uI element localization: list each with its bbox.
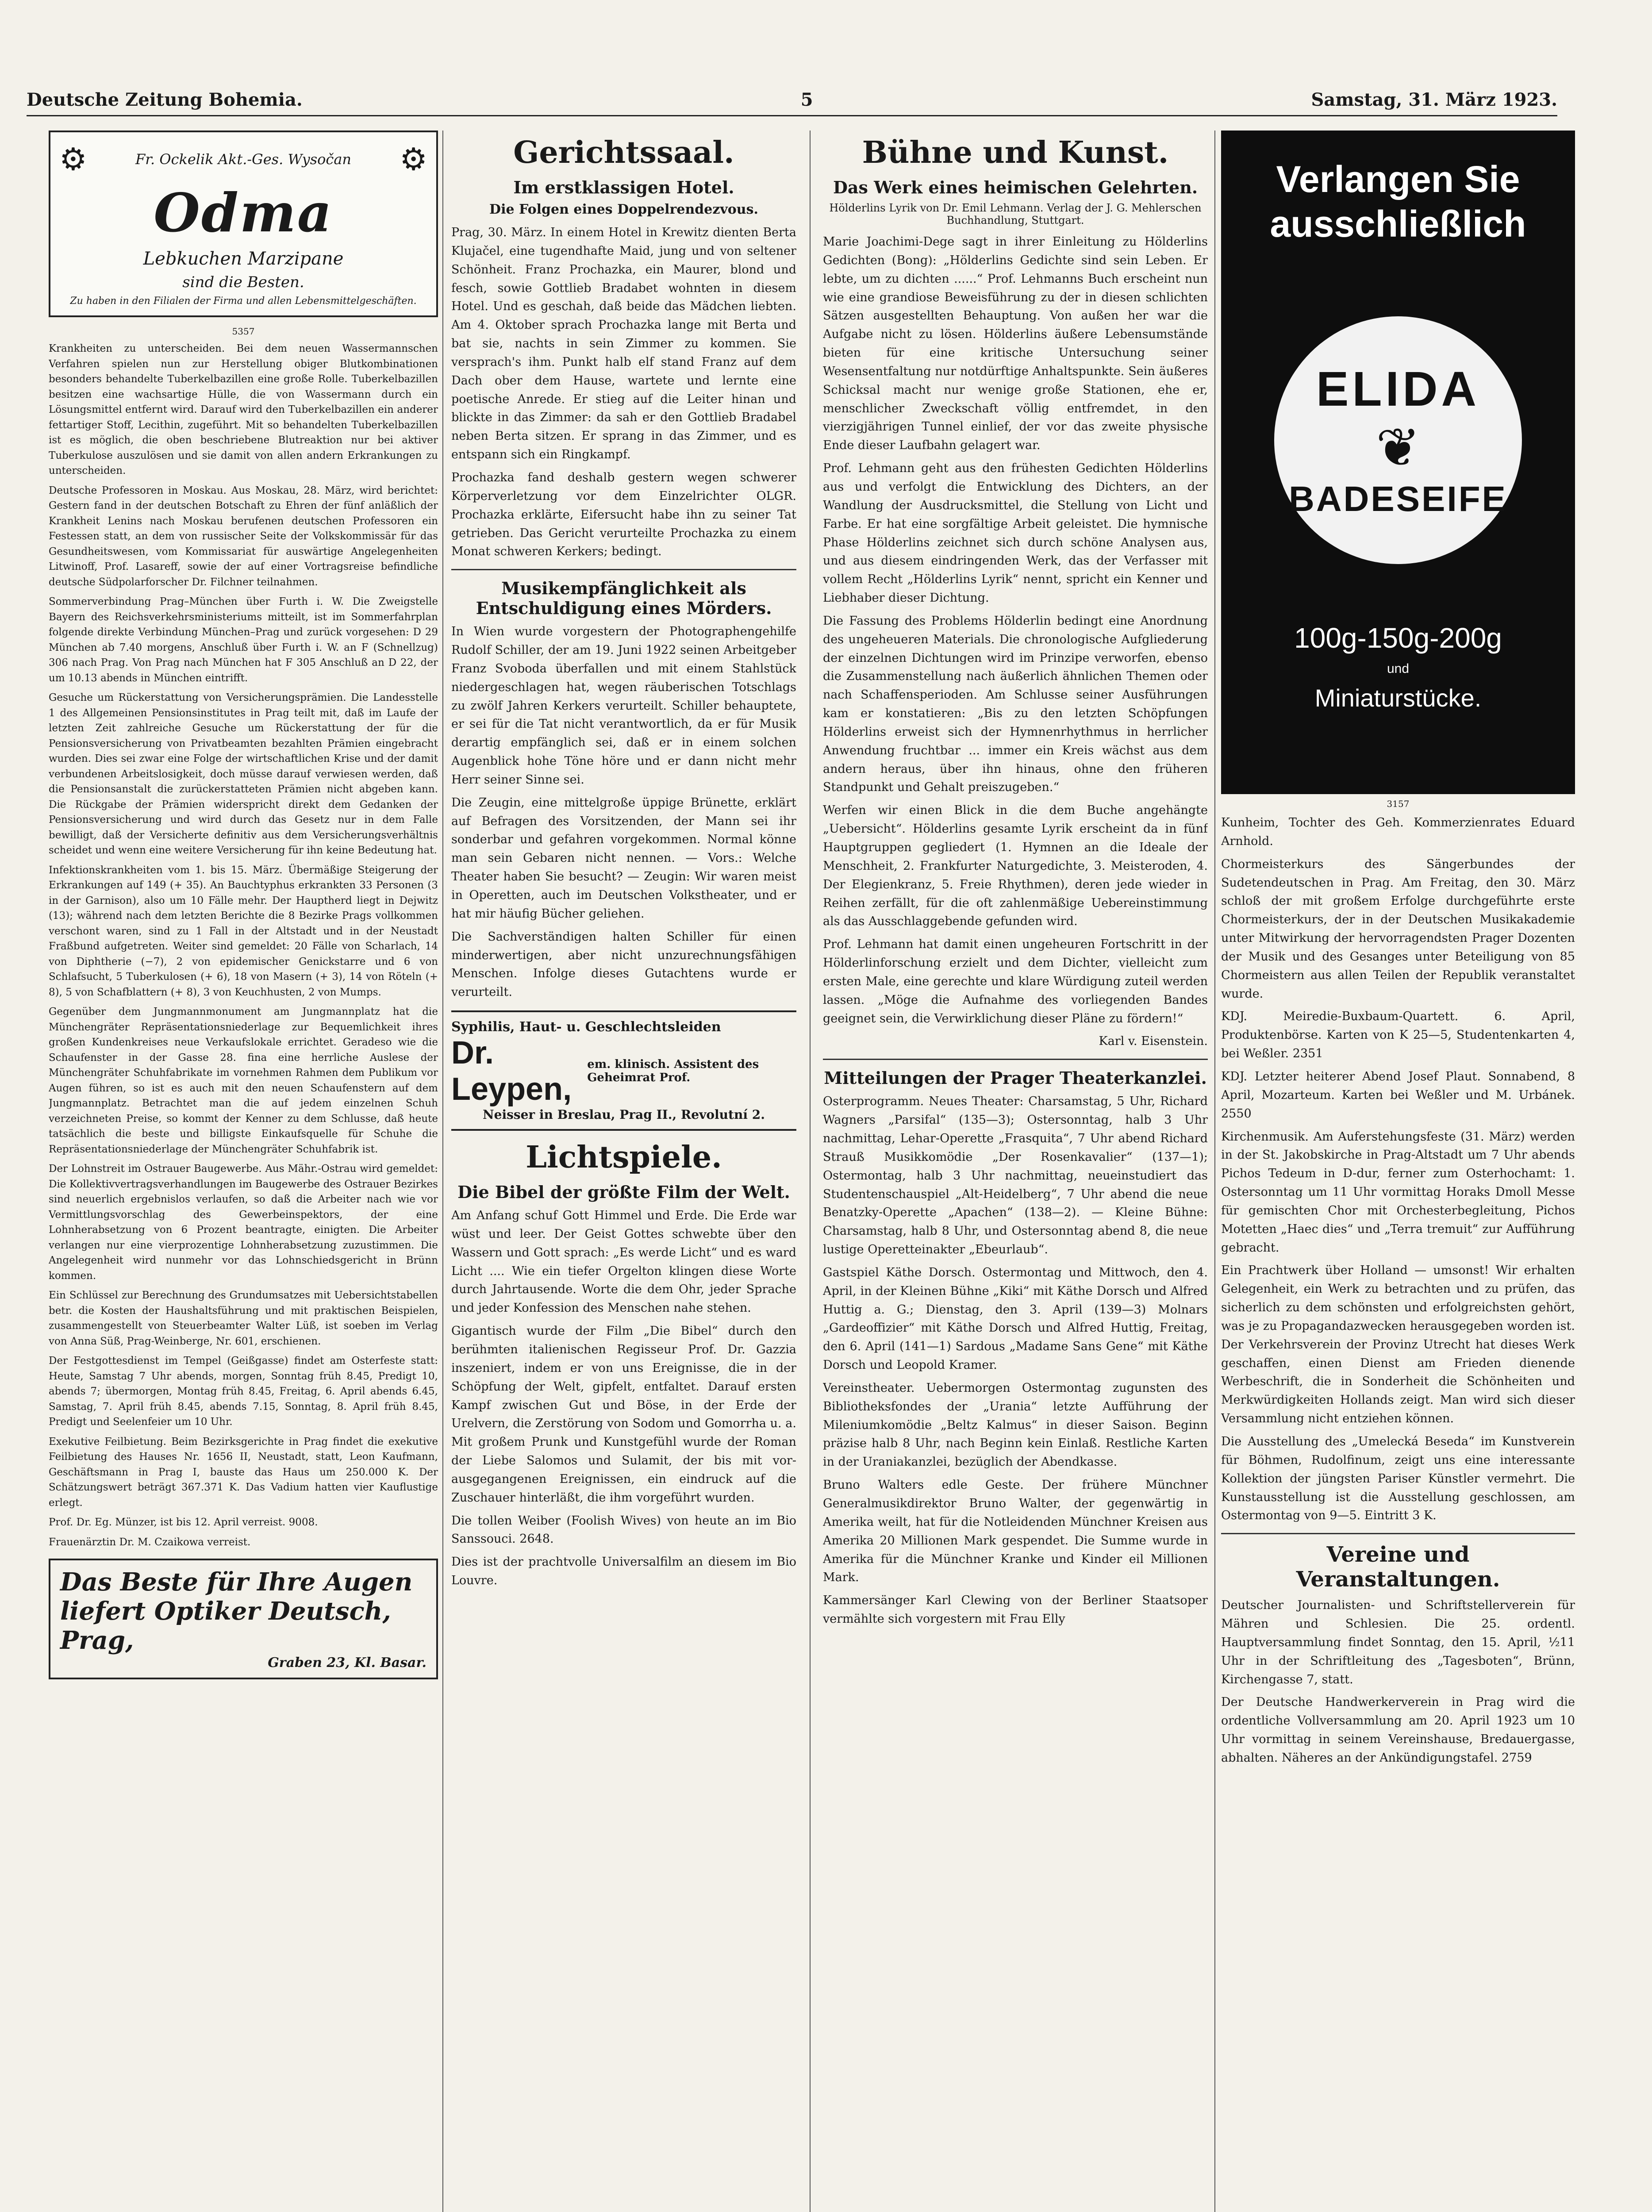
notice-paragraph xyxy=(451,1512,796,1549)
leypen-title: em. klinisch. Assistent des Geheimrat Prof. xyxy=(587,1058,759,1085)
notice-text: KDJ. Letzter heiterer Abend Josef Plaut. Sonnabend, 8 April, Mozarteum. Karten bei Weßler und M. Urbánek. xyxy=(1221,1069,1575,1102)
notice-paragraph xyxy=(1221,1068,1575,1123)
divider xyxy=(823,1059,1208,1060)
article-paragraph: In Wien wurde vorgestern der Photographengehilfe Rudolf Schiller, der am 19. Juni 1922 seinen Arbeitgeber Franz Svoboda überfallen und mit einem Stahlstück niedergeschlagen hat, wegen räuberischen Totschlags zu zwölf Jahren Kerkers verurteilt. Schiller behauptete, er sei für die Tat nicht verantwortlich, da er für Musik derartig empfänglich sei, daß er in einem solchen Augenblick hohe Töne höre und er dann nicht mehr Herr seiner Sinne sei. xyxy=(451,625,796,787)
article-paragraph: Sommerverbindung Prag–München über Furth i. W. Die Zweigstelle Bayern des Reichsverkehrsministeriums mitteilt, ist im Sommerfahrplan folgende direkte Verbindung München–Prag und zurück vorgesehen: D 29 München ab 7.40 morgens, Anschluß über Furth i. W. an F (Schnellzug) 306 nach Prag. Von Prag nach München hat F 305 Anschluß an D 22, der um 10.13 abends in München eintrifft. xyxy=(49,596,438,684)
article-paragraph: Marie Joachimi-Dege sagt in ihrer Einleitung zu Hölderlins Gedichten (Bong): „Hölderlins Gedichte sind sein Leben. Er lebte, um zu dichten ......“ Prof. Lehmanns Buch erscheint nun wie eine grandiose Beweisführung zu der in diesen schlichten Sätzen ausgestellten Behauptung. Von außen her war die Aufgabe nicht zu lösen. Hölderlins äußere Lebensumstände bieten für eine kritische Untersuchung seiner Wesensentfaltung nur notdürftige Anhaltspunkte. Sein äußeres Schicksal macht nur wenige große Stationen, ehe er, menschlicher Zweckschaft völlig entfremdet, in den vierzigjährigen Tunnel einlief, der vor das zweite physische Ende dieser Laufbahn gelagert war. xyxy=(823,235,1208,453)
article-paragraph: Prag, 30. März. In einem Hotel in Krewitz dienten Berta Klujačel, eine tugendhafte Maid, jung und von seltener Schönheit. Franz Prochazka, ein Maurer, blond und fesch, sowie Gottlieb Bradabet wohnten in diesem Hotel. Und es geschah, daß beide das Mädchen liebten. Am 4. Oktober sprach Prochazka lange mit Berta und bat sie, nachts in sein Zimmer zu kommen. Sie versprach's ihm. Punkt halb elf stand Franz auf dem Dach ober dem Hause, wartete und lernte eine poetische Anrede. Er stieg auf die Leiter hinan und blickte in das Zimmer: da sah er den Gottlieb Bradabel neben Berta sitzen. Er sprang in das Zimmer, und es entspann sich ein Ringkampf. xyxy=(451,226,796,462)
elida-headline: Verlangen Sie ausschließlich xyxy=(1270,158,1526,245)
book-reference: Hölderlins Lyrik von Dr. Emil Lehmann. Verlag der J. G. Mehlerschen Buchhandlung, Stuttgart. xyxy=(829,202,1202,227)
notice-number: 2648. xyxy=(519,1532,554,1546)
elida-brand: ELIDA xyxy=(1316,362,1480,416)
article-paragraph: Infektionskrankheiten vom 1. bis 15. März. Übermäßige Steigerung der Erkrankungen auf 149 (+ 35). An Bauchtyphus erkrankten 33 Personen (3 in der Garnison), also um 10 Fälle mehr. Der Hauptherd liegt in Dejwitz (13); während nach dem letzten Berichte die 8 Bezirke Prags vollkommen verschont waren, sind zu 1 Fall in der Altstadt und in der Neustadt Fraßbund aufgetreten. Weiter sind gemeldet: 20 Fälle von Scharlach, 14 von Diphtherie (−7), 2 von epidemischer Genickstarre und 6 von Schlafsucht, 5 Tuberkulosen (+ 6), 18 von Masern (+ 3), 14 von Röteln (+ 8), 5 von Schafblattern (+ 8), 3 von Keuchhusten, 2 von Mumps. xyxy=(49,864,438,998)
article-paragraph: Chormeisterkurs des Sängerbundes der Sudetendeutschen in Prag. Am Freitag, den 30. März schloß der mit großem Erfolge durchgeführte erste Chormeisterkurs, der in der Deutschen Musikakademie unter Mitwirkung der hervorragendsten Prager Dozenten der Musik und des Gesanges unter Beteiligung von 85 Chormeistern aus allen Teilen der Republik veranstaltet wurde. xyxy=(1221,857,1575,1001)
leypen-name: Dr. Leypen, xyxy=(451,1035,572,1107)
notice-number: 2759 xyxy=(1502,1751,1532,1765)
notice-paragraph: Frauenärztin Dr. M. Czaikowa verreist. xyxy=(49,1536,251,1548)
notice-text: Der Deutsche Handwerkerverein in Prag wird die ordentliche Vollversammlung am 20. April 1923 um 10 Uhr vormittag in seinem Vereinshause, Bredauergasse, abhalten. Näheres an der Ankündigungstafel. xyxy=(1221,1695,1575,1765)
column-4 xyxy=(1221,131,1575,2212)
article-paragraph: Kunheim, Tochter des Geh. Kommerzienrates Eduard Arnhold. xyxy=(1221,816,1575,848)
article-subtitle: Die Folgen eines Doppelrendezvous. xyxy=(489,202,758,217)
optiker-name: liefert Optiker Deutsch, Prag, xyxy=(60,1597,391,1655)
elida-sizes: 100g-150g-200g xyxy=(1294,622,1502,654)
article-paragraph: Deutsche Professoren in Moskau. Aus Moskau, 28. März, wird berichtet: Gestern fand in der deutschen Botschaft zu Ehren der fünf anläßlich der Krankheit Lenins nach Moskau berufenen deutschen Professoren ein Festessen statt, an dem von russischer Seite der Volkskommissär für das Gesundheitswesen, vom Kommissariat für auswärtige Angelegenheiten Litwinoff, Prof. Lasareff, sowie der auf einer Vortragsreise befindliche deutsche Südpolarforscher Dr. Filchner teilnahmen. xyxy=(49,484,438,588)
article-paragraph: Die Zeugin, eine mittelgroße üppige Brünette, erklärt auf Befragen des Vorsitzenden, der Mann sei ihr sonderbar und gefahren vorgekommen. Normal könne man sein Gebaren nicht nennen. — Vors.: Welche Theater haben Sie besucht? — Zeugin: Wir waren meist in Operetten, auch im Deutschen Volkstheater, und er hat mir häufig Bücher geliehen. xyxy=(451,795,796,921)
notice-paragraph xyxy=(1221,1007,1575,1063)
article-paragraph: Gesuche um Rückerstattung von Versicherungsprämien. Die Landesstelle 1 des Allgemeinen Pensionsinstitutes in Prag teilt mit, daß im Laufe der letzten Zeit zahlreiche Gesuche um Rückerstattung der für die Pensionsversicherung von Privatbeamten bezahlten Prämien eingebracht wurden. Dies sei zwar eine Folge der wirtschaftlichen Krise und der damit verbundenen Arbeitslosigkeit, doch müsse darauf verwiesen werden, daß die Pensionsanstalt die zurückerstatteten Prämien nicht abgeben kann. Die Rückgabe der Prämien widerspricht direkt dem Gedanken der Pensionsversicherung und wird durch das Gesetz nur in dem Falle bewilligt, daß der Versicherte definitiv aus dem Versicherungsverhältnis scheidet und wenn eine weitere Versicherung für ihn keine Bedeutung hat. xyxy=(49,692,438,856)
article-paragraph: Die Sachverständigen halten Schiller für einen minderwertigen, aber nicht unzurechnungsfähigen Menschen. Infolge dieses Gutachtens wurde er verurteilt. xyxy=(451,929,796,999)
column-rule xyxy=(810,131,811,2212)
gear-emblem-icon: ⚙ xyxy=(59,141,87,177)
article-paragraph: Krankheiten zu unterscheiden. Bei dem neuen Wassermannschen Verfahren spielen nun zur Herstellung obiger Blutkombinationen besonders behandelte Tuberkelbazillen eine große Rolle. Tuberkelbazillen besitzen eine wachsartige Hülle, die von Wassermann durch ein Lösungsmittel entfernt wird. Darauf wird den Tuberkelbazillen ein anderer fettartiger Stoff, Lecithin, zugeführt. Mit so behandelten Tuberkelbazillen ist es möglich, die oben beschriebene Blutreaktion nur bei aktiver Tuberkulose auszulösen und sie damit von allen andern Erkrankungen zu unterscheiden. xyxy=(49,343,438,476)
notice-text: Prof. Dr. Eg. Münzer, ist bis 12. April verreist. xyxy=(49,1517,286,1528)
article-paragraph: Osterprogramm. Neues Theater: Charsamstag, 5 Uhr, Richard Wagners „Parsifal“ (135—3); Ostersonntag, halb 3 Uhr nachmittag, Lehar-Operette „Frasquita“, 7 Uhr abend Richard Strauß Musikkomödie „Der Rosenkavalier“ (137—1); Ostermontag, halb 3 Uhr nachmittag, neueinstudiert das Studentenschauspiel „Alt-Heidelberg“, 7 Uhr abend die neue Benatzky-Operette „Apachen“ (138—2). — Kleine Bühne: Charsamstag, halb 8 Uhr, und Ostersonntag abend 8, die neue lustige Operetteinakter „Ebeurlaub“. xyxy=(823,1094,1208,1257)
notice-paragraph xyxy=(49,1515,438,1530)
article-paragraph: Kammersänger Karl Clewing von der Berliner Staatsoper vermählte sich vorgestern mit Frau Elly xyxy=(823,1594,1208,1626)
article-paragraph: Exekutive Feilbietung. Beim Bezirksgerichte in Prag findet die exekutive Feilbietung des Hauses Nr. 1656 II, Neustadt, statt, Leon Kaufmann, Geschäftsmann in Prag I, bauste das Haus um 250.000 K. Der Schätzungswert beträgt 367.371 K. Das Vadium hatten vier Kauflustige erlegt. xyxy=(49,1436,438,1509)
leypen-specialty: Syphilis, Haut- u. Geschlechtsleiden xyxy=(451,1019,721,1035)
column-1 xyxy=(49,131,438,2212)
odma-availability: Zu haben in den Filialen der Firma und allen Lebensmittelgeschäften. xyxy=(70,296,417,307)
article-paragraph: Deutscher Journalisten- und Schriftstellerverein für Mähren und Schlesien. Die 25. ordentl. Hauptversammlung findet Sonntag, den 15. April, ½11 Uhr in der Schriftleitung des „Tagesboten“, Brünn, Kirchengasse 7, statt. xyxy=(1221,1598,1575,1686)
elida-product-name: BADESEIFE xyxy=(1289,479,1507,518)
column-3 xyxy=(823,131,1208,2212)
article-paragraph: Prof. Lehmann geht aus den frühesten Gedichten Hölderlins aus und verfolgt die Entwicklung des Dichters, an der Wandlung der Ausdrucksmittel, die Stellung von Licht und Farbe. Er hat eine sorgfältige Arbeit geleistet. Die hymnische Phase Hölderlins zeichnet sich durch schöne Analysen aus, und aus diesem eindringenden Werk, das der Verfasser mit vollem Recht „Hölderlins Lyrik“ nennt, spricht ein Kenner und Liebhaber dieser Dichtung. xyxy=(823,461,1208,605)
article-paragraph: Der Festgottesdienst im Tempel (Geißgasse) findet am Osterfeste statt: Heute, Samstag 7 Uhr abends, morgen, Sonntag früh 8.45, Predigt 10, abends 7; übermorgen, Montag früh 8.45, Freitag, 6. April abends 6.45, Samstag, 7. April früh 8.45, abends 7.15, Sonntag, 8. April früh 8.45, Predigt und Seelenfeier um 10 Uhr. xyxy=(49,1355,438,1428)
odma-firm-name: Fr. Ockelik Akt.-Ges. Wysočan xyxy=(135,151,351,168)
article-signature: Karl v. Eisenstein. xyxy=(1099,1034,1208,1048)
ad-number: 5357 xyxy=(232,326,255,337)
article-paragraph: Vereinstheater. Uebermorgen Ostermontag zugunsten des Bibliotheksfondes der „Urania“ letzte Aufführung der Mileniumkomödie „Beltz Kalmus“ in dieser Saison. Beginn präzise halb 8 Uhr, nach Beginn kein Einlaß. Restliche Karten in der Uraniakanzlei, bezüglich der Abendkasse. xyxy=(823,1381,1208,1469)
article-paragraph: Die Fassung des Problems Hölderlin bedingt eine Anordnung des ungeheueren Materials. Die chronologische Aufgliederung der einzelnen Dichtungen wird im Prinzipe verworfen, ebenso die Zusammenstellung nach äußerlich ähnlichen Themen oder nach Schaffensperioden. Am Schlusse seiner Ausführungen kam er konstatieren: „Bis zu den letzten Schöpfungen Hölderlins erweist sich der Hymnenrhythmus in herrlicher Anwendung fruchtbar ... immer ein Kreis wächst aus dem andern heraus, über ihn hinaus, ohne den früheren Standpunkt und Gehalt preiszugeben.“ xyxy=(823,614,1208,795)
article-paragraph: Gastspiel Käthe Dorsch. Ostermontag und Mittwoch, den 4. April, in der Kleinen Bühne „Kiki“ mit Käthe Dorsch und Alfred Huttig a. G.; Dienstag, den 3. April (139—3) Molnars „Gardeoffizier“ mit Käthe Dorsch und Alfred Huttig, Freitag, den 6. April (141—1) Sardous „Madame Sans Gene“ mit Käthe Dorsch und Leopold Kramer. xyxy=(823,1265,1208,1372)
masthead-page-number: 5 xyxy=(800,89,813,110)
ad-number: 3157 xyxy=(1387,799,1410,809)
column-2 xyxy=(451,131,796,2212)
article-title: Das Werk eines heimischen Gelehrten. xyxy=(833,177,1198,197)
article-title: Im erstklassigen Hotel. xyxy=(513,177,734,197)
elida-miniatures: Miniaturstücke. xyxy=(1314,684,1482,712)
notice-text: KDJ. Meiredie-Buxbaum-Quartett. 6. April, Produktenbörse. Karten von K 25—5, Studentenkarten 4, bei Weßler. xyxy=(1221,1010,1575,1061)
elida-soap-logo xyxy=(1274,316,1522,564)
swan-icon: ❦ xyxy=(1375,418,1421,477)
article-paragraph: Gigantisch wurde der Film „Die Bibel“ durch den berühmten italienischen Regisseur Prof. Dr. Gazzia inszeniert, indem er von uns Ereignisse, die in der Schöpfung der Welt, gipfelt, entfaltet. Darauf ersten Kampf zwischen Gut und Böse, in der Erde der Urelvern, die Zerstörung von Sodom und Gomorrha u. a. Mit großem Prunk und Kunstgefühl wurde der Roman der Liebe Salomos und Sulamit, der bis mit vor-ausgegangenen Ereignissen, ein eindruck auf die Zuschauer hinterläßt, die ihm vorgeführt wurden. xyxy=(451,1324,796,1505)
article-paragraph: Kirchenmusik. Am Auferstehungsfeste (31. März) werden in der St. Jakobskirche in Prag-Altstadt um 7 Uhr abends Pichos Tedeum in D-dur, ferner zum Osterhochamt: 1. Ostersonntag um 11 Uhr vormittag Horaks Dmoll Messe für gemischten Chor mit Orchesterbegleitung, Pichos Motetten „Haec dies“ und „Terra tremuit“ zur Aufführung gebracht. xyxy=(1221,1129,1575,1255)
notice-number: 9008. xyxy=(288,1517,318,1528)
section-heading-court: Gerichtssaal. xyxy=(513,135,734,170)
article-paragraph: Gegenüber dem Jungmannmonument am Jungmannplatz hat die Münchengräter Repräsentationsniederlage zur Bequemlichkeit ihres großen Kundenkreises neue Verkaufslokale errichtet. Geradeso wie die Schaufenster in der Gasse 28. fina eine herrliche Auslese der Münchengräter Schuhfabrikate im vornehmen Rahmen dem Publikum vor Augen führen, so ist es auch mit den neuen Schaufenstern auf dem Jungmannplatz. Betrachtet man die auf jedem einzelnen Schuh verzeichneten Preise, so kommt der Kenner zu dem Schlusse, daß heute tatsächlich die beste und billigste Einkaufsquelle für Schuhe die Repräsentationsniederlage der Münchengräter Schuhfabrik ist. xyxy=(49,1006,438,1155)
elida-and: und xyxy=(1387,661,1410,676)
column-rule xyxy=(442,131,443,2212)
optiker-advertisement xyxy=(49,1559,438,1679)
notice-paragraph xyxy=(1221,1693,1575,1767)
article-title: Die Bibel der größte Film der Welt. xyxy=(457,1182,790,1202)
notice-text: Die tollen Weiber (Foolish Wives) von heute an im Bio Sanssouci. xyxy=(451,1513,796,1546)
article-paragraph: Prochazka fand deshalb gestern wegen schwerer Körperverletzung vor dem Einzelrichter OLGR. Prochazka erklärte, Eifersucht habe ihn zu seiner Tat getrieben. Das Gericht verurteilte Prochazka zu einem Monat schweren Kerkers; bedingt. xyxy=(451,470,796,559)
leypen-address: Neisser in Breslau, Prag II., Revolutní 2. xyxy=(483,1107,765,1122)
divider xyxy=(451,569,796,570)
masthead-date: Samstag, 31. März 1923. xyxy=(1311,89,1557,110)
article-paragraph: Ein Prachtwerk über Holland — umsonst! Wir erhalten Gelegenheit, ein Werk zu betrachten und zu prüfen, das sicherlich zu dem schönsten und erfolgreichsten gehört, was je zu Propagandazwecken herausgegeben worden ist. Der Verkehrsverein der Provinz Utrecht hat dieses Werk geschaffen, einen Dienst am Frieden dienende Werbeschrift, die in Sonderheit die Schönheiten und Merkwürdigkeiten Hollands zeigt. Man wird sich dieser Versammlung nicht entziehen können. xyxy=(1221,1263,1575,1426)
article-paragraph: Am Anfang schuf Gott Himmel und Erde. Die Erde war wüst und leer. Der Geist Gottes schwebte über den Wassern und Gott sprach: „Es werde Licht“ und es ward Licht .... Wie ein tiefer Orgelton klingen diese Worte durch Jahrtausende. Worte die dem Ohr, jeder Sprache und jeder Konfession des Menschen nahe stehen. xyxy=(451,1209,796,1315)
article-paragraph: Ein Schlüssel zur Berechnung des Grundumsatzes mit Uebersichtstabellen betr. die Kosten der Haushaltsführung und mit praktischen Beispielen, zusammengestellt von Steuerbeamter Walter Lüß, ist soeben im Verlag von Anna Süß, Prag-Weinberge, Nr. 601, erschienen. xyxy=(49,1290,438,1347)
masthead-paper-name: Deutsche Zeitung Bohemia. xyxy=(27,89,303,110)
odma-advertisement xyxy=(49,131,438,317)
optiker-headline: Das Beste für Ihre Augen xyxy=(60,1567,413,1597)
notice-number: 2351 xyxy=(1292,1047,1323,1061)
masthead xyxy=(27,84,1557,116)
column-rule xyxy=(1214,131,1215,2212)
newspaper-page xyxy=(27,27,1619,2212)
divider xyxy=(1221,1533,1575,1534)
odma-tagline: sind die Besten. xyxy=(182,273,304,291)
section-heading-cinema: Lichtspiele. xyxy=(526,1140,722,1175)
notice-number: 2550 xyxy=(1221,1106,1252,1121)
article-paragraph: Die Ausstellung des „Umelecká Beseda“ im Kunstverein für Böhmen, Rudolfinum, zeigt uns eine interessante Kollektion der jüngsten Pariser Künstler vermehrt. Die Kunstausstellung ist die Ausstellung geschlossen, am Ostermontag von 9—5. Eintritt 3 K. xyxy=(1221,1435,1575,1523)
article-title: Musikempfänglichkeit als Entschuldigung eines Mörders. xyxy=(476,578,772,618)
article-paragraph: Werfen wir einen Blick in die dem Buche angehängte „Uebersicht“. Hölderlins gesamte Lyrik erscheint da in fünf Hauptgruppen gegliedert (1. Hymnen an die Ideale der Menschheit, 2. Frankfurter Naturgedichte, 3. Meisteroden, 4. Der Elegienkranz, 5. Freie Rhythmen), deren jede wieder in Reihen zerfällt, für die oft zahlenmäßige Uebereinstimmung als das Ausschlaggebende gefunden wird. xyxy=(823,803,1208,929)
article-paragraph: Bruno Walters edle Geste. Der frühere Münchner Generalmusikdirektor Bruno Walter, der gegenwärtig in Amerika weilt, hat für die Notleidenden Münchner Kreisen aus Amerika 20 Millionen Mark gespendet. Die Summe wurde in Amerika für die Münchner Kranke und Kinder eil Millionen Mark. xyxy=(823,1478,1208,1585)
elida-advertisement xyxy=(1221,131,1575,794)
leypen-advertisement xyxy=(451,1010,796,1131)
article-paragraph: Dies ist der prachtvolle Universalfilm an diesem im Bio Louvre. xyxy=(451,1555,796,1588)
article-paragraph: Prof. Lehmann hat damit einen ungeheuren Fortschritt in der Hölderlinforschung erzielt und dem Dichter, vielleicht zum ersten Male, eine gerechte und klare Würdigung zuteil werden lassen. „Möge die Aufnahme des vorliegenden Bandes geeignet sein, die Verwirklichung dieser Pläne zu fördern!“ xyxy=(823,937,1208,1025)
section-heading-events: Vereine und Veranstaltungen. xyxy=(1296,1542,1500,1592)
odma-brand: Odma xyxy=(154,182,333,244)
optiker-address: Graben 23, Kl. Basar. xyxy=(268,1655,426,1671)
section-heading-stage-art: Bühne und Kunst. xyxy=(862,135,1169,170)
gear-emblem-icon: ⚙ xyxy=(400,141,427,177)
article-title: Mitteilungen der Prager Theaterkanzlei. xyxy=(824,1068,1207,1088)
odma-products: Lebkuchen Marzipane xyxy=(143,249,344,269)
article-paragraph: Der Lohnstreit im Ostrauer Baugewerbe. Aus Mähr.-Ostrau wird gemeldet: Die Kollektivvertragsverhandlungen im Baugewerbe des Ostrauer Bezirkes sind neuerlich ergebnislos verlaufen, so daß die Arbeiter nach wie vor Vermittlungsvorschlag des Gewerbeinspektors, der eine Lohnherabsetzung von 6 Prozent beantragte, einigten. Die Arbeiter verlangen nur eine vierprozentige Lohnherabsetzung zuzustimmen. Die Angelegenheit wird nunmehr vor das Lohnschiedsgericht in Brünn kommen. xyxy=(49,1163,438,1282)
